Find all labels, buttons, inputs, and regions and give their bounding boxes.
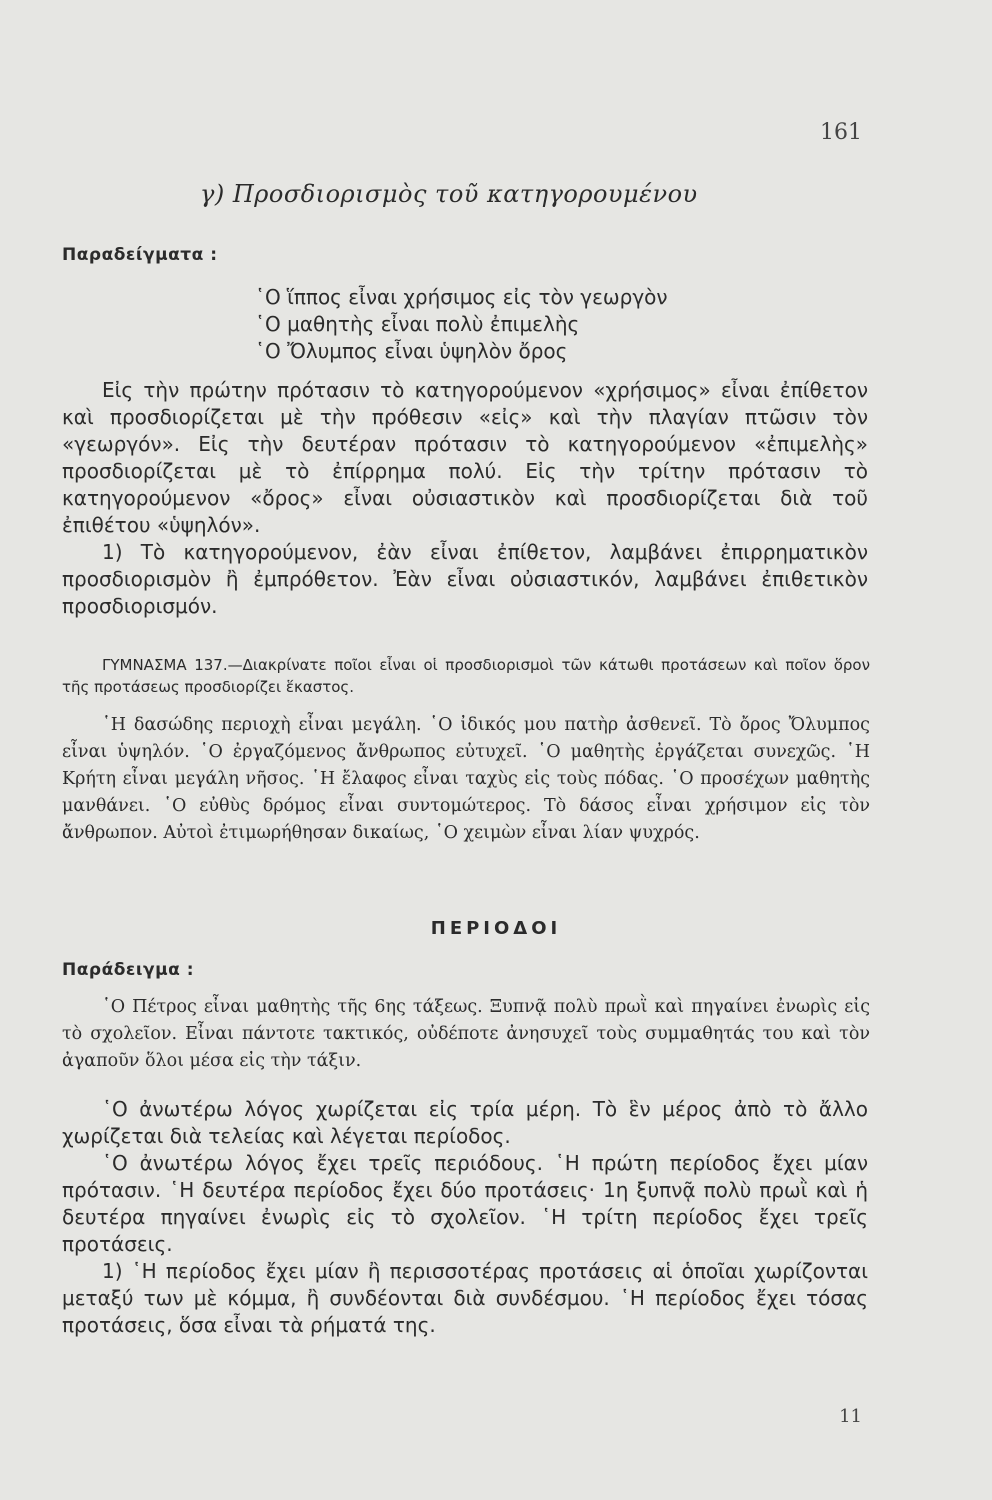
examples-list — [255, 284, 668, 365]
example-line: ῾Ο Ὄλυμπος εἶναι ὑψηλὸν ὄρος — [255, 339, 568, 363]
periods-rule: 1) ῾Η περίοδος ἔχει μίαν ἢ περισσοτέρας προτάσεις αἱ ὁποῖαι χωρίζονται μεταξύ των μὲ κόμμα, ἢ συνδέονται διὰ συνδέσμου. ῾Η περίοδος ἔχει τόσας προτάσεις, ὅσα εἶναι τὰ ρήματά της. — [62, 1259, 868, 1337]
exercise-text: ΓΥΜΝΑΣΜΑ 137.—Διακρίνατε ποῖοι εἶναι οἱ προσδιορισμοὶ τῶν κάτωθι προτάσεων καὶ ποῖον ὅρον τῆς προτάσεως προσδιορίζει ἕκαστος. — [62, 656, 870, 696]
example-line: ῾Ο ἵππος εἶναι χρήσιμος εἰς τὸν γεωργὸν — [255, 285, 668, 309]
signature-mark: 11 — [839, 1406, 862, 1427]
page-number: 161 — [820, 120, 862, 145]
exercise-sentences-text: ῾Η δασώδης περιοχὴ εἶναι μεγάλη. ῾Ο ἰδικός μου πατὴρ ἀσθενεῖ. Τὸ ὄρος Ὄλυμπος εἶναι ὑψηλόν. ῾Ο ἐργαζόμενος ἄνθρωπος εὐτυχεῖ. ῾Ο μαθητὴς ἐργάζεται συνεχῶς. ῾Η Κρήτη εἶναι μεγάλη νῆσος. ῾Η ἔλαφος εἶναι ταχὺς εἰς τοὺς πόδας. ῾Ο προσέχων μαθητὴς μανθάνει. ῾Ο εὐθὺς δρόμος εἶναι συντομώτερος. Τὸ δάσος εἶναι χρήσιμον εἰς τὸν ἄνθρωπον. Αὐτοὶ ἐτιμωρήθησαν δικαίως, ῾Ο χειμὼν εἶναι λίαν ψυχρός. — [62, 715, 870, 843]
explanation-block — [62, 377, 868, 620]
example-passage — [62, 994, 870, 1075]
exercise-sentences — [62, 712, 870, 847]
explanation-paragraph: Εἰς τὴν πρώτην πρότασιν τὸ κατηγορούμενον «χρήσιμος» εἶναι ἐπίθετον καὶ προσδιορίζεται μὲ τὴν πρόθεσιν «εἰς» καὶ τὴν πλαγίαν πτῶσιν τὸν «γεωργόν». Εἰς τὴν δευτέραν πρότασιν τὸ κατηγορούμενον «ἐπιμελὴς» προσδιορίζεται μὲ τὸ ἐπίρρημα πολύ. Εἰς τὴν τρίτην πρότασιν τὸ κατηγορούμενον «ὄρος» εἶναι οὐσιαστικὸν καὶ προσδιορίζεται διὰ τοῦ ἐπιθέτου «ὑψηλόν». — [62, 378, 868, 537]
examples-label: Παραδείγματα : — [62, 245, 218, 265]
rule-paragraph: 1) Τὸ κατηγορούμενον, ἐὰν εἶναι ἐπίθετον, λαμβάνει ἐπιρρηματικὸν προσδιορισμὸν ἢ ἐμπρόθετον. Ἐὰν εἶναι οὐσιαστικόν, λαμβάνει ἐπιθετικὸν προσδιορισμόν. — [62, 540, 868, 618]
example-line: ῾Ο μαθητὴς εἶναι πολὺ ἐπιμελὴς — [255, 312, 580, 336]
section-title: γ) Προσδιορισμὸς τοῦ κατηγορουμένου — [200, 180, 698, 208]
example-passage-text: ῾Ο Πέτρος εἶναι μαθητὴς τῆς 6ης τάξεως. Ξυπνᾷ πολὺ πρωῒ καὶ πηγαίνει ἐνωρὶς εἰς τὸ σχολεῖον. Εἶναι πάντοτε τακτικός, οὐδέποτε ἀνησυχεῖ τοὺς συμμαθητάς του καὶ τὸν ἀγαποῦν ὅλοι μέσα εἰς τὴν τάξιν. — [62, 997, 870, 1071]
periods-paragraph: ῾Ο ἀνωτέρω λόγος ἔχει τρεῖς περιόδους. ῾Η πρώτη περίοδος ἔχει μίαν πρότασιν. ῾Η δευτέρα περίοδος ἔχει δύο προτάσεις· 1η ξυπνᾷ πολὺ πρωῒ καὶ ἡ δευτέρα πηγαίνει ἐνωρὶς εἰς τὸ σχολεῖον. ῾Η τρίτη περίοδος ἔχει τρεῖς προτάσεις. — [62, 1151, 868, 1256]
section-heading: ΠΕΡΙΟΔΟΙ — [430, 918, 562, 939]
example-label: Παράδειγμα : — [62, 960, 195, 980]
periods-paragraph: ῾Ο ἀνωτέρω λόγος χωρίζεται εἰς τρία μέρη. Τὸ ἓν μέρος ἀπὸ τὸ ἄλλο χωρίζεται διὰ τελείας καὶ λέγεται περίοδος. — [62, 1097, 868, 1148]
periods-explanation — [62, 1096, 868, 1339]
exercise-instructions — [62, 654, 870, 698]
